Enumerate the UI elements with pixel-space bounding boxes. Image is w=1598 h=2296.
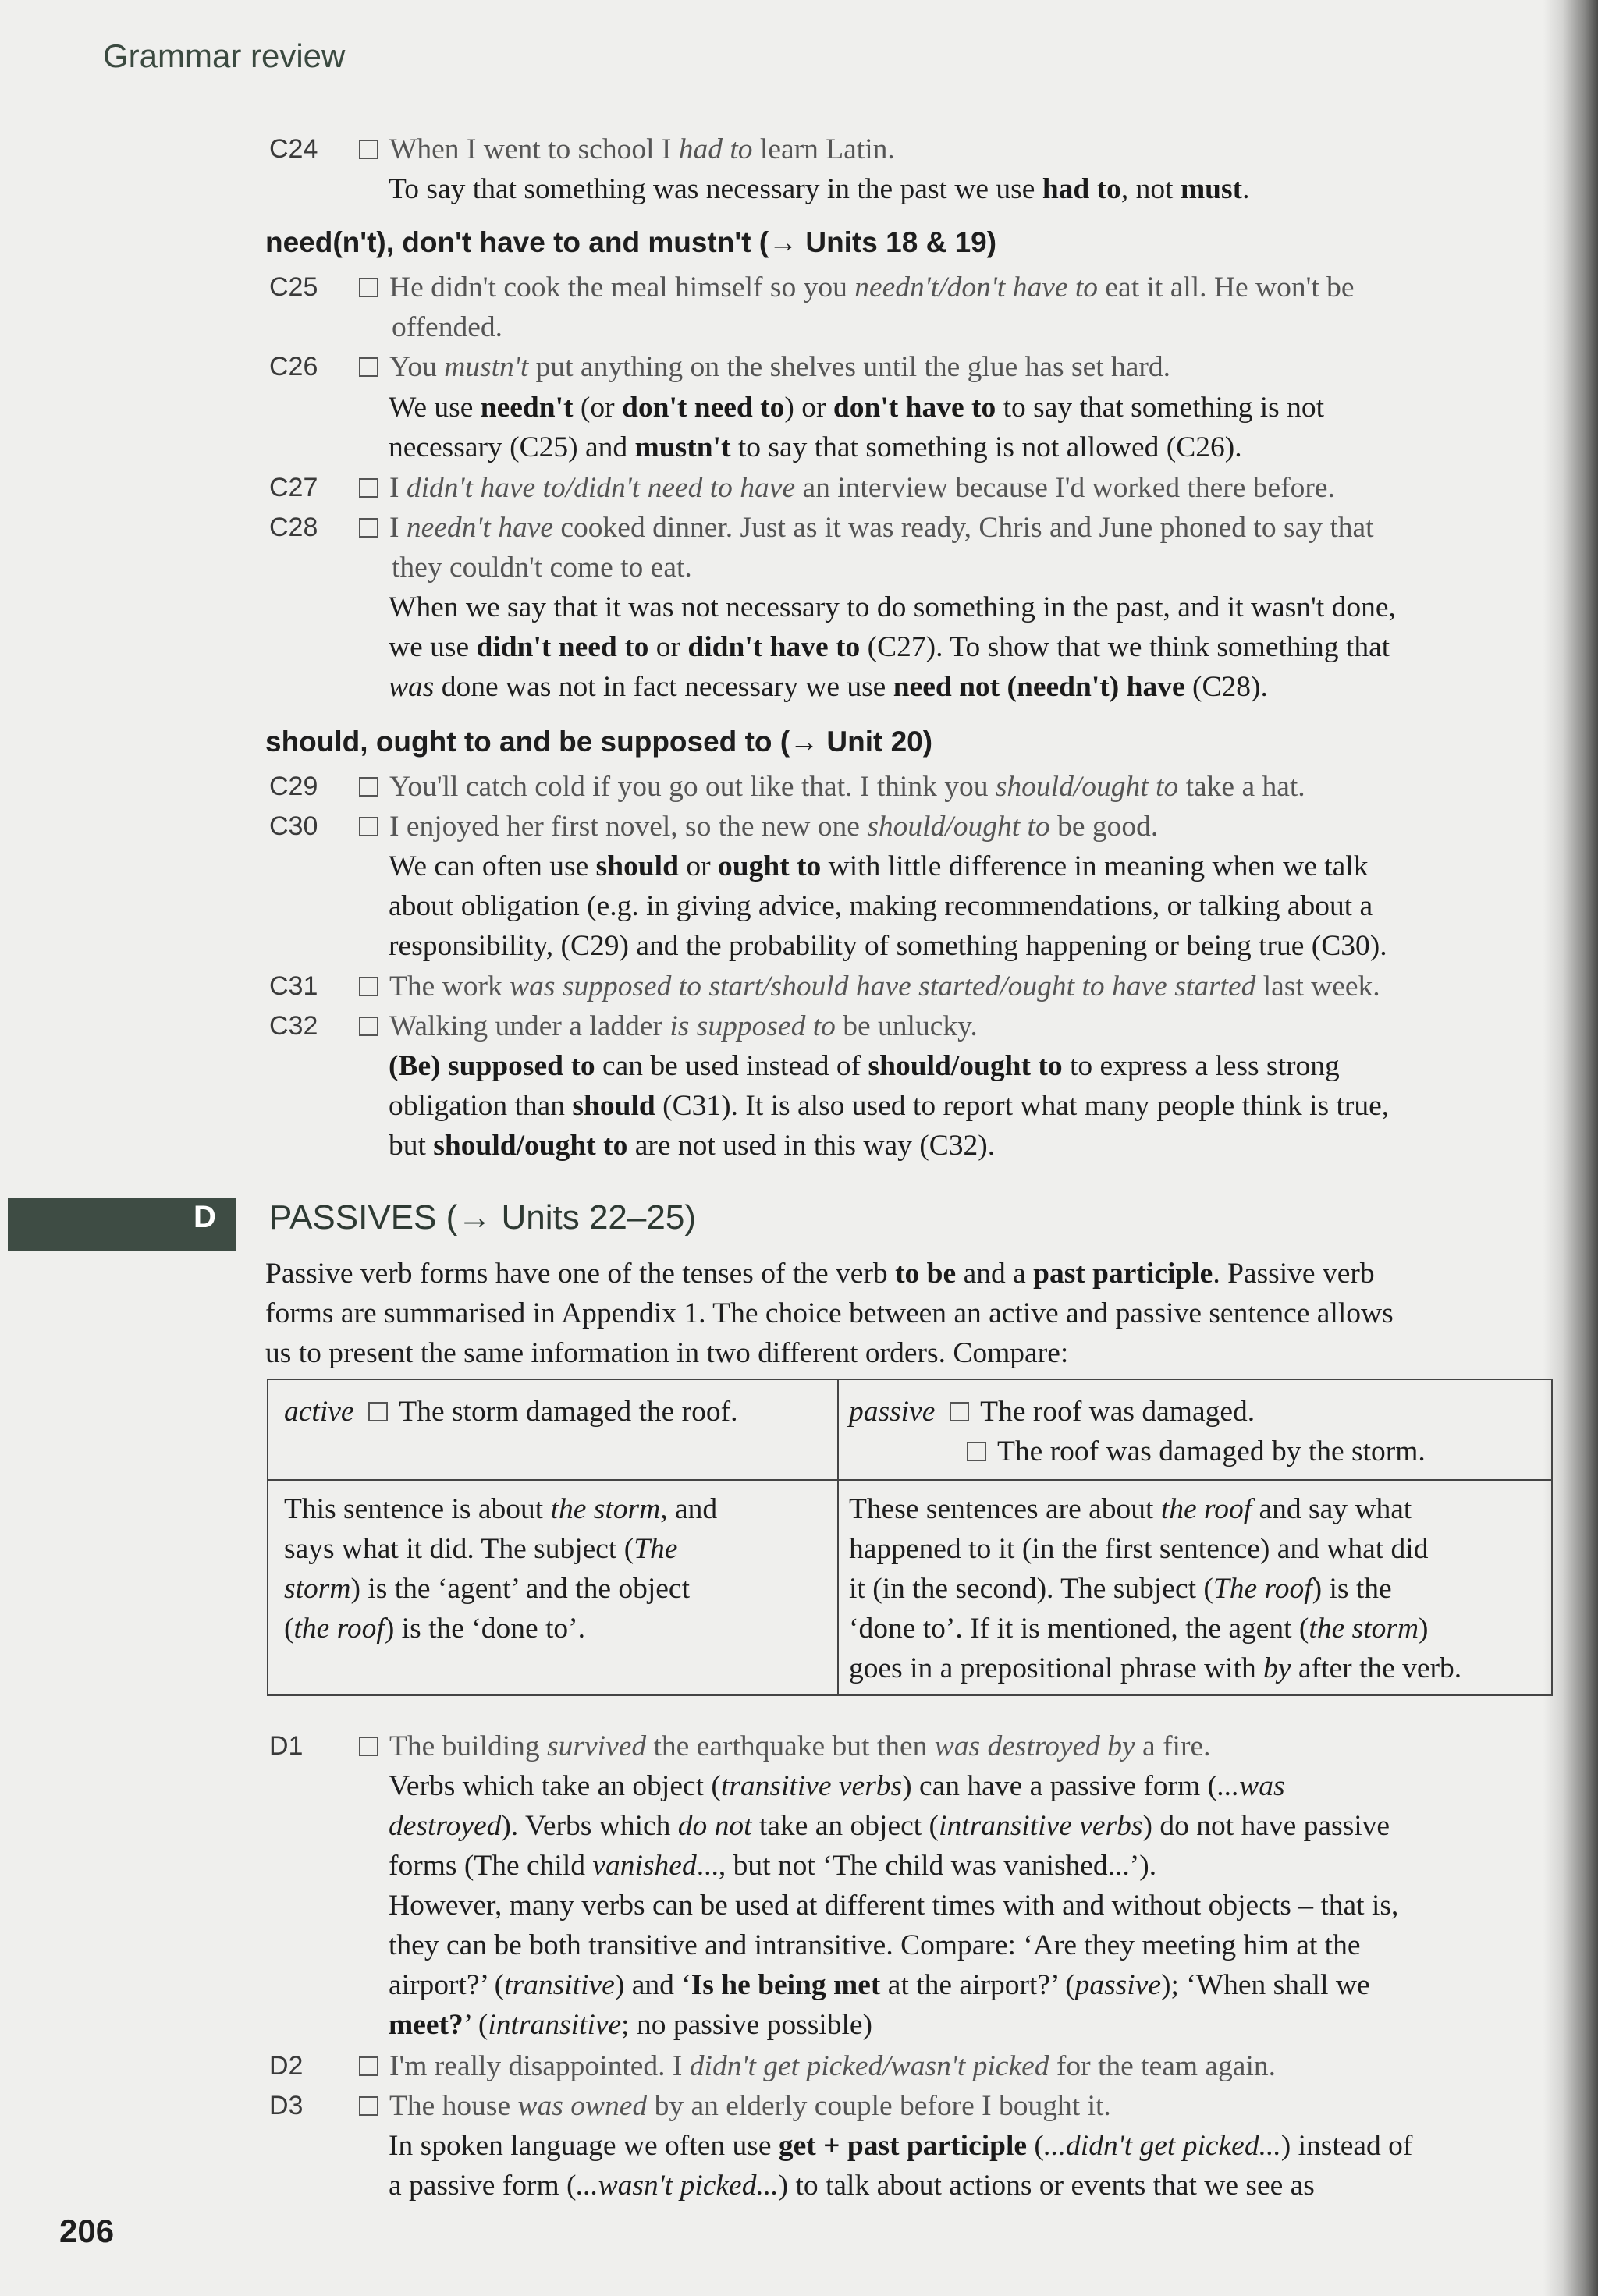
table-divider [268, 1479, 1551, 1481]
example-sentence: I'm really disappointed. I didn't get picked/wasn't picked for the team again. [359, 2046, 1276, 2086]
table-cell-text: These sentences are about the roof and say what [849, 1493, 1412, 1525]
checkbox-icon [359, 2056, 378, 2076]
explanation-text: We use needn't (or don't need to) or don't have to to say that something is not [389, 392, 1325, 424]
intro-text: forms are summarised in Appendix 1. The choice between an active and passive sentence allows [265, 1297, 1394, 1329]
table-cell-text: storm) is the ‘agent’ and the object [284, 1573, 690, 1605]
example-code: C30 [269, 811, 318, 841]
example-sentence: The house was owned by an elderly couple before I bought it. [359, 2086, 1111, 2126]
example-code: C25 [269, 272, 318, 302]
checkbox-icon [359, 357, 378, 377]
example-code: C32 [269, 1011, 318, 1041]
example-sentence: The work was supposed to start/should have started/ought to have started last week. [359, 967, 1380, 1006]
checkbox-icon [359, 518, 378, 538]
example-sentence: You mustn't put anything on the shelves until the glue has set hard. [359, 347, 1170, 387]
checkbox-icon [359, 140, 378, 159]
example-code: C27 [269, 473, 318, 502]
table-cell-text: ‘done to’. If it is mentioned, the agent (the storm) [849, 1613, 1429, 1645]
explanation-text: we use didn't need to or didn't have to (C27). To show that we think something that [389, 631, 1390, 663]
subsection-heading: need(n't), don't have to and mustn't (→ Units 18 & 19) [265, 226, 997, 258]
explanation-text: airport?’ (transitive) and ‘Is he being met at the airport?’ (passive); ‘When shall we [389, 1969, 1370, 2001]
explanation-text: a passive form (...wasn't picked...) to talk about actions or events that we see as [389, 2170, 1315, 2202]
active-passive-table [267, 1379, 1553, 1696]
table-cell-text: goes in a prepositional phrase with by after the verb. [849, 1652, 1462, 1684]
example-code: C29 [269, 772, 318, 801]
example-sentence: I needn't have cooked dinner. Just as it was ready, Chris and June phoned to say that [359, 508, 1374, 548]
section-title: PASSIVES (→ Units 22–25) [269, 1198, 696, 1237]
example-code: C28 [269, 513, 318, 542]
explanation-text: obligation than should (C31). It is also used to report what many people think is true, [389, 1090, 1390, 1122]
example-sentence: When I went to school I had to learn Latin. [359, 130, 895, 169]
checkbox-icon [359, 1737, 378, 1756]
page-number: 206 [59, 2213, 115, 2249]
explanation-text: was done was not in fact necessary we use need not (needn't) have (C28). [389, 671, 1268, 703]
example-sentence: I didn't have to/didn't need to have an interview because I'd worked there before. [359, 468, 1335, 508]
checkbox-icon [359, 278, 378, 297]
example-code: D2 [269, 2051, 304, 2081]
explanation-text: responsibility, (C29) and the probability of something happening or being true (C30). [389, 930, 1387, 962]
explanation-text: but should/ought to are not used in this way (C32). [389, 1130, 996, 1162]
explanation-text: In spoken language we often use get + past participle (...didn't get picked...) instead of [389, 2130, 1413, 2162]
example-code: C26 [269, 352, 318, 381]
checkbox-icon [368, 1402, 388, 1421]
explanation-text: destroyed). Verbs which do not take an object (intransitive verbs) do not have passive [389, 1810, 1390, 1842]
example-sentence: The building survived the earthquake but then was destroyed by a fire. [359, 1726, 1210, 1766]
checkbox-icon [359, 2096, 378, 2116]
example-sentence: I enjoyed her first novel, so the new one should/ought to be good. [359, 807, 1158, 846]
explanation-text: To say that something was necessary in the past we use had to, not must. [389, 173, 1250, 205]
intro-text: us to present the same information in two different orders. Compare: [265, 1337, 1069, 1369]
checkbox-icon [359, 817, 378, 836]
explanation-text: (Be) supposed to can be used instead of should/ought to to express a less strong [389, 1050, 1340, 1082]
explanation-text: forms (The child vanished..., but not ‘The child was vanished...’). [389, 1850, 1157, 1882]
checkbox-icon [359, 478, 378, 498]
example-code: D1 [269, 1731, 304, 1761]
example-code: C31 [269, 971, 318, 1001]
example-sentence-continued: they couldn't come to eat. [392, 552, 692, 584]
explanation-text: about obligation (e.g. in giving advice, making recommendations, or talking about a [389, 890, 1373, 922]
checkbox-icon [359, 977, 378, 996]
explanation-text: necessary (C25) and mustn't to say that something is not allowed (C26). [389, 431, 1242, 463]
checkbox-icon [950, 1402, 969, 1421]
example-sentence-continued: offended. [392, 311, 502, 343]
table-divider [837, 1380, 839, 1694]
intro-text: Passive verb forms have one of the tenses of the verb to be and a past participle. Passive verb [265, 1258, 1375, 1290]
running-header: Grammar review [103, 37, 346, 74]
explanation-text: When we say that it was not necessary to do something in the past, and it wasn't done, [389, 591, 1396, 623]
page-edge-shadow [1543, 0, 1598, 2296]
explanation-text: However, many verbs can be used at different times with and without objects – that is, [389, 1890, 1399, 1922]
checkbox-icon [359, 1017, 378, 1036]
explanation-text: Verbs which take an object (transitive verbs) can have a passive form (...was [389, 1770, 1285, 1802]
table-cell-text: happened to it (in the first sentence) and what did [849, 1533, 1429, 1565]
checkbox-icon [359, 777, 378, 797]
table-cell-passive-example: passive The roof was damaged. [849, 1396, 1255, 1428]
table-cell-text: it (in the second). The subject (The roof) is the [849, 1573, 1392, 1605]
table-cell-text: (the roof) is the ‘done to’. [284, 1613, 586, 1645]
example-code: C24 [269, 134, 318, 164]
table-cell-text: says what it did. The subject (The [284, 1533, 678, 1565]
example-sentence: You'll catch cold if you go out like that. I think you should/ought to take a hat. [359, 767, 1305, 807]
example-sentence: He didn't cook the meal himself so you needn't/don't have to eat it all. He won't be [359, 268, 1355, 307]
example-code: D3 [269, 2091, 304, 2120]
section-letter: D [194, 1200, 216, 1234]
table-cell-active-example: active The storm damaged the roof. [284, 1396, 738, 1428]
explanation-text: We can often use should or ought to with little difference in meaning when we talk [389, 850, 1369, 882]
example-sentence: Walking under a ladder is supposed to be unlucky. [359, 1006, 978, 1046]
table-cell-text: This sentence is about the storm, and [284, 1493, 718, 1525]
subsection-heading: should, ought to and be supposed to (→ Unit 20) [265, 726, 933, 758]
explanation-text: they can be both transitive and intransitive. Compare: ‘Are they meeting him at the [389, 1929, 1361, 1961]
explanation-text: meet?’ (intransitive; no passive possible) [389, 2009, 873, 2041]
checkbox-icon [967, 1442, 986, 1461]
table-cell-passive-example: The roof was damaged by the storm. [967, 1432, 1426, 1471]
